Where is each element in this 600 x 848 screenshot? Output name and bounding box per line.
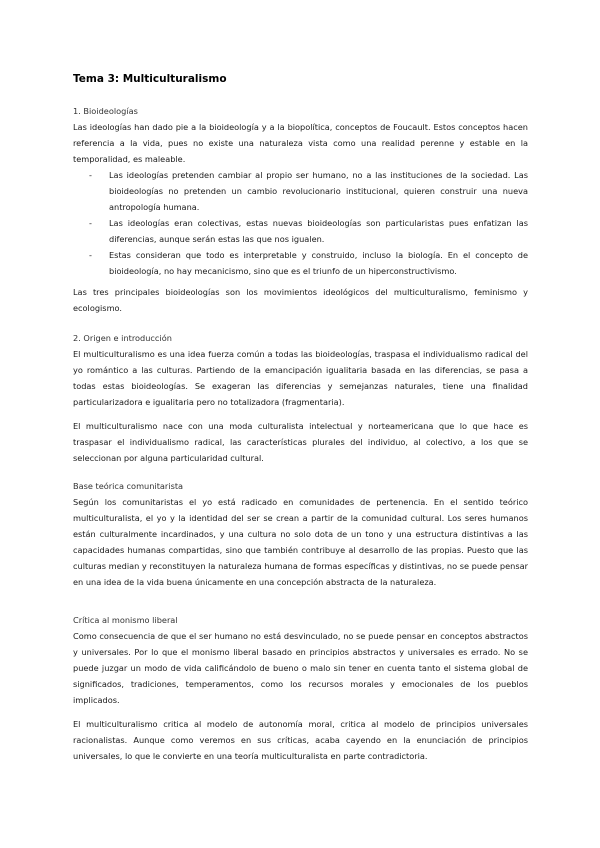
paragraph: El multiculturalismo es una idea fuerza común a todas las bioideologías, traspasa el individualismo radical del yo romántico a las culturas. Partiendo de la emancipación igualitaria basada en las diferencias, se pasa a todas estas bioideologías. Se exageran las diferencias y semejanzas naturales, tiene una finalidad particularizadora e igualitaria pero no totalizadora (fragmentaria). [73,349,528,407]
paragraph: El multiculturalismo nace con una moda culturalista intelectual y norteamericana que lo que hace es traspasar el individualismo radical, las características plurales del individuo, al colectivo, a los que se seleccionan por alguna particularidad cultural. [73,421,528,463]
list-item: - Estas consideran que todo es interpretable y construido, incluso la biología. En el concepto de bioideología, no hay mecanicismo, sino que es el triunfo de un hiperconstructivismo. [73,247,528,279]
paragraph: Las tres principales bioideologías son los movimientos ideológicos del multiculturalismo, feminismo y ecologismo. [73,287,528,313]
section-base-teorica [73,478,528,590]
section-critica [73,612,528,708]
section-origen [73,330,528,410]
bullet-list [73,167,528,279]
section-heading: 1. Bioideologías [73,106,138,116]
section-heading: Base teórica comunitarista [73,481,184,491]
section-heading: Crítica al monismo liberal [73,615,178,625]
paragraph: Las ideologías han dado pie a la bioideología y a la biopolítica, conceptos de Foucault. Estos conceptos hacen referencia a la vida, pues no existe una naturaleza vista como una realidad perenne y estable en la temporalidad, es maleable. [73,122,528,164]
section-heading: 2. Origen e introducción [73,333,172,343]
document-title: Tema 3: Multiculturalismo [73,73,227,85]
paragraph: Como consecuencia de que el ser humano no está desvinculado, no se puede pensar en conceptos abstractos y universales. Por lo que el monismo liberal basado en principios abstractos y universales es errado. No se puede juzgar un modo de vida calificándolo de bueno o malo sin tener en cuenta tanto el sistema global de significados, tradiciones, temperamentos, como los recursos morales y emocionales de los pueblos implicados. [73,631,528,705]
list-item: - Las ideologías eran colectivas, estas nuevas bioideologías son particularistas pues enfatizan las diferencias, aunque serán estas las que nos igualen. [73,215,528,247]
paragraph: Según los comunitaristas el yo está radicado en comunidades de pertenencia. En el sentido teórico multiculturalista, el yo y la identidad del ser se crean a partir de la comunidad cultural. Los seres humanos están culturalmente incardinados, y una cultura no solo dota de un tono y una estructura distintivas a las capacidades humanas compartidas, sino que también contribuye al desarrollo de las propias. Puesto que las culturas median y reconstituyen la naturaleza humana de formas específicas y distintivas, no se puede pensar en una idea de la vida buena únicamente en una concepción abstracta de la naturaleza. [73,497,528,587]
paragraph: El multiculturalismo critica al modelo de autonomía moral, critica al modelo de principios universales racionalistas. Aunque como veremos en sus críticas, acaba cayendo en la enunciación de principios universales, lo que le convierte en una teoría multiculturalista en parte contradictoria. [73,719,528,761]
section-bioideologias [73,103,528,279]
list-item: - Las ideologías pretenden cambiar al propio ser humano, no a las instituciones de la sociedad. Las bioideologías no pretenden un cambio revolucionario institucional, quieren construir una nueva antropología humana. [73,167,528,215]
